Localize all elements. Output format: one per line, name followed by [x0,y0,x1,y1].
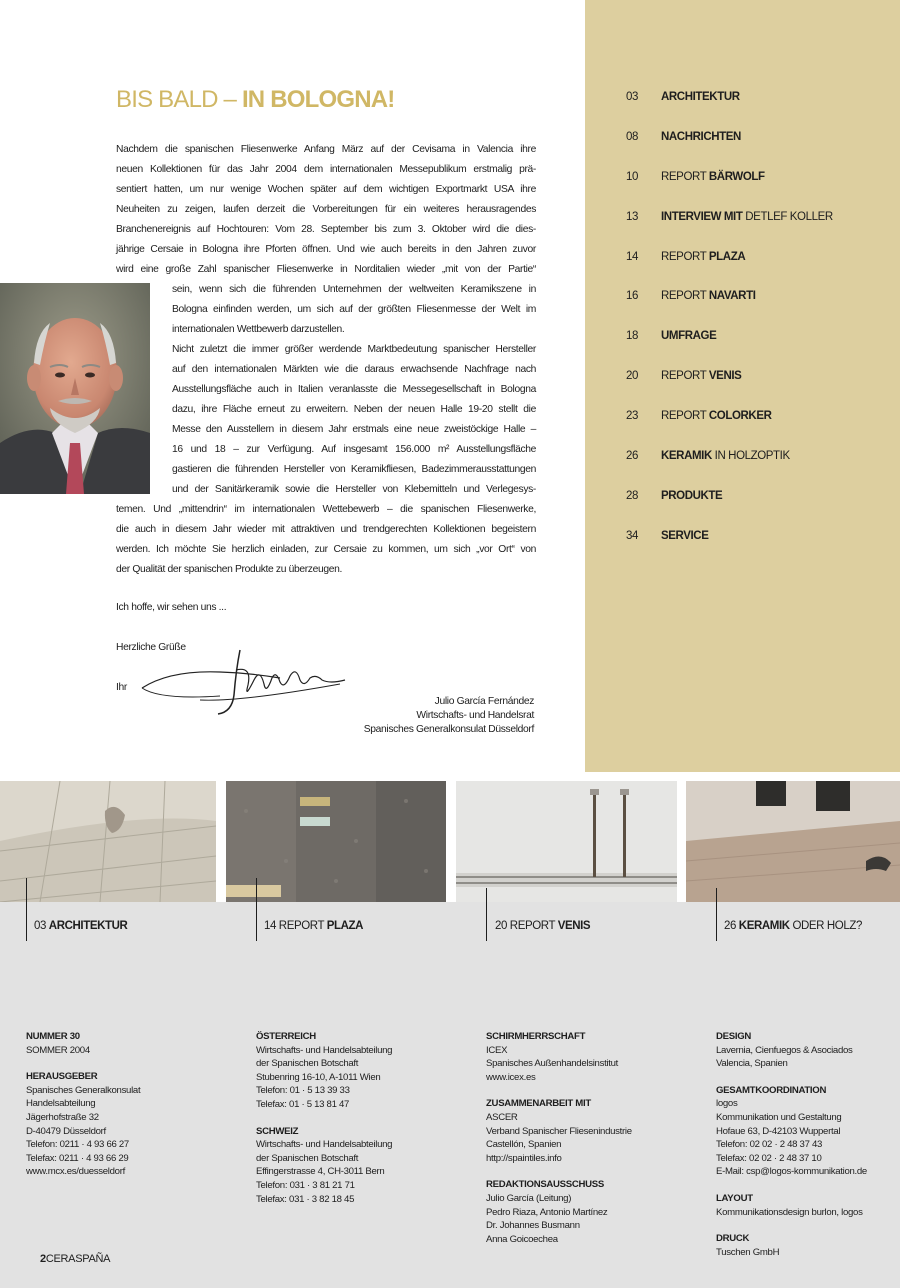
signer-block [364,695,534,737]
imprint-column-offices [256,1030,392,1206]
imprint-line: Telefax: 0211 · 4 93 66 29 [26,1152,129,1164]
section-gap [486,1165,632,1178]
caption-plaza: 14 REPORT PLAZA [264,920,364,932]
toc-label-bold: NAVARTI [708,290,756,303]
imprint-line: der Spanischen Botschaft [256,1058,359,1070]
imprint-line: Spanisches Generalkonsulat [26,1084,141,1096]
imprint-line: SOMMER 2004 [26,1044,90,1056]
imprint-line: www.icex.es [486,1071,536,1083]
imprint-line: Telefax: 031 · 3 82 18 45 [256,1193,355,1205]
imprint-line: ICEX [486,1044,508,1056]
article-line: neuen Kollektionen für das Jahr 2004 dem internationalen Messepublikum erstmalig prä- [116,164,536,175]
article-line: sein, wenn sich die führenden Unternehmen der weltweiten Keramikszene in [172,284,536,295]
toc-page-number: 18 [626,330,638,343]
toc-label [661,370,741,410]
imprint-line: Lavernia, Cienfuegos & Asociados [716,1044,853,1056]
article-line: werden. Ich möchte Sie herzlich einladen, zur Cersaie zu kommen, um sich „vor Ort“ von [116,544,536,555]
toc-item [626,251,886,291]
article-line: dazu, ihre Fläche erneut zu erweitern. Neben der neuen Halle 19-20 stellt die [172,404,536,415]
greeting-ihr: Ihr [116,682,127,693]
toc-page-number: 16 [626,290,638,303]
imprint-line: Telefax: 01 · 5 13 81 47 [256,1098,350,1110]
section-gap [716,1179,867,1192]
magazine-name: CERASPAÑA [45,1253,111,1265]
page-number: 2 [40,1253,46,1265]
imprint-line: Kommunikation und Gestaltung [716,1111,842,1123]
toc-label-bold: UMFRAGE [661,330,717,343]
article-line: Bologna einfinden werden, um sich auf der größten Fliesenmesse der Welt im [172,304,536,315]
imprint-line: Hofaue 63, D-42103 Wuppertal [716,1125,841,1137]
imprint-line: http://spaintiles.info [486,1152,562,1164]
toc-item [626,370,886,410]
caption-architektur: 03 ARCHITEKTUR [34,920,128,932]
article-conclusion [116,500,536,580]
imprint-line: Stubenring 16-10, A-1011 Wien [256,1071,381,1083]
toc-label-post: IN HOLZOPTIK [711,450,790,463]
toc-label-pre: REPORT [661,170,709,183]
imprint-line: Valencia, Spanien [716,1058,788,1070]
imprint-column-publisher [26,1030,140,1179]
imprint-line: Pedro Riaza, Antonio Martínez [486,1206,608,1218]
imprint-line: Spanisches Außenhandelsinstitut [486,1058,619,1070]
toc-label [661,131,741,171]
toc-page-number: 23 [626,410,638,423]
signer-office: Spanisches Generalkonsulat Düsseldorf [363,724,534,735]
article-line: Ausstellungsfläche auch in Italien veranlasste die Messegesellschaft in Bologna [172,384,536,395]
imprint-heading: LAYOUT [716,1192,753,1204]
toc-page-number: 28 [626,489,638,502]
photo-plaza [226,781,446,902]
toc-page-number: 34 [626,529,638,542]
article-line: Nachdem die spanischen Fliesenwerke Anfang März auf der Cevisama in Valencia ihre [116,144,536,155]
article-line: Neuheiten zu zeigen, laufen derzeit die Vorbereitungen für ein weiteres herausragendes [116,204,536,215]
imprint-line: Telefon: 0211 · 4 93 66 27 [26,1139,129,1151]
toc-label [661,450,790,490]
caption-tick [486,888,487,941]
toc-label-pre: REPORT [661,250,709,263]
closing-line: Ich hoffe, wir sehen uns ... [116,602,227,613]
toc-label-bold: COLORKER [708,410,772,423]
article-line: temen. Und „mittendrin“ im internationalen Wettebewerb – die spanischen Fliesenwerke, [116,504,536,515]
photo-architektur [0,781,216,902]
imprint-line: der Spanischen Botschaft [256,1152,359,1164]
imprint-line: D-40479 Düsseldorf [26,1125,106,1137]
imprint-heading: ÖSTERREICH [256,1031,316,1042]
photo-venis [456,781,677,902]
section-gap [256,1112,392,1125]
article-line: der Qualität der spanischen Produkte zu überzeugen. [116,564,342,575]
signer-role: Wirtschafts- und Handelsrat [416,710,534,721]
toc-page-number: 13 [626,210,638,223]
author-portrait [0,283,150,494]
article-line: gastieren die führenden Hersteller von Keramikfliesen, Badezimmerausstattungen [172,464,536,475]
toc-label-bold: INTERVIEW MIT [661,210,743,223]
imprint-heading: REDAKTIONSAUSSCHUSS [486,1179,604,1191]
toc-label-bold: ARCHITEKTUR [661,91,740,103]
imprint-line: Wirtschafts- und Handelsabteilung [256,1139,393,1151]
article-line: Branchenereignis auf Hochtouren: Vom 28. September bis zum 3. Oktober wird die dies- [116,224,536,235]
imprint-heading: DESIGN [716,1031,751,1042]
toc-label-bold: SERVICE [661,529,709,542]
toc-label [661,251,745,291]
toc-label [661,290,756,330]
imprint-line: E-Mail: csp@logos-kommunikation.de [716,1166,867,1178]
photo-keramik [686,781,900,902]
section-gap [716,1219,867,1232]
toc-label-bold: KERAMIK [661,450,712,463]
toc-label-pre: REPORT [661,290,709,303]
imprint-line: Anna Goicoechea [486,1233,558,1245]
imprint-line: Julio García (Leitung) [486,1192,572,1204]
imprint-line: www.mcx.es/duesseldorf [26,1166,125,1178]
section-gap [26,1057,140,1070]
toc-item [626,530,886,570]
imprint-line: Wirtschafts- und Handelsabteilung [256,1044,393,1056]
toc-label [661,171,765,211]
imprint-line: Castellón, Spanien [486,1139,562,1151]
imprint-line: Telefon: 031 · 3 81 21 71 [256,1179,355,1191]
toc-label-bold: BÄRWOLF [708,170,765,183]
article-line: auf den internationalen Märkten wie die daraus erwachsende Nachfrage nach [172,364,536,375]
imprint-line: Telefax: 02 02 · 2 48 37 10 [716,1152,822,1164]
page-title: BIS BALD – IN BOLOGNA! [116,86,395,113]
article-wrapped-text [172,280,536,500]
toc-label [661,410,772,450]
toc-page-number: 20 [626,370,638,383]
imprint-line: Verband Spanischer Fliesenindustrie [486,1125,632,1137]
toc-label [661,211,833,251]
article-line: wird eine große Zahl spanischer Fliesenwerke in Norditalien wieder „mit von der Partie“ [116,264,536,275]
toc-label-post: DETLEF KOLLER [742,210,833,223]
toc-item [626,131,886,171]
imprint-heading: SCHIRMHERRSCHAFT [486,1031,586,1042]
article-line: die auch in diesem Jahr wieder mit attraktiven und trendgerechten Kollektionen begeistern [116,524,536,535]
imprint-heading: ZUSAMMENARBEIT MIT [486,1098,591,1110]
imprint-line: Telefon: 02 02 · 2 48 37 43 [716,1139,823,1151]
article-line: jährige Cersaie in Bologna ihre Pforten öffnen. Und wie auch bereits in den Jahren zuvor [116,244,536,255]
imprint-heading: NUMMER 30 [26,1031,80,1042]
toc-page-number: 26 [626,450,638,463]
imprint-line: Dr. Johannes Busmann [486,1220,580,1232]
signer-name: Julio García Fernández [434,696,534,707]
toc-page-number: 08 [626,130,638,143]
toc-label-bold: VENIS [708,370,742,383]
toc-item [626,91,886,131]
imprint-line: ASCER [486,1111,518,1123]
article-line: Messe den Ausstellern in diesem Jahr erstmals eine neue zweistöckige Halle – [172,424,536,435]
toc-page-number: 03 [626,91,638,103]
imprint-heading: HERAUSGEBER [26,1071,98,1083]
imprint-column-production [716,1030,867,1259]
toc-item [626,171,886,211]
greeting: Herzliche Grüße [116,642,186,653]
toc-label-bold: PLAZA [708,250,746,263]
table-of-contents [626,91,886,570]
imprint-heading: GESAMTKOORDINATION [716,1084,827,1096]
toc-item [626,450,886,490]
caption-keramik: 26 KERAMIK ODER HOLZ? [724,920,862,932]
caption-venis: 20 REPORT VENIS [495,920,591,932]
imprint-line: Handelsabteilung [26,1098,96,1110]
toc-label-pre: REPORT [661,410,709,423]
toc-label [661,490,722,530]
article-line: sentiert hatten, um nur wenige Wochen später auf dem wichtigen Exportmarkt USA ihre [116,184,536,195]
imprint-line: Effingerstrasse 4, CH-3011 Bern [256,1166,385,1178]
toc-page-number: 14 [626,250,638,263]
imprint-heading: SCHWEIZ [256,1125,299,1137]
caption-tick [716,888,717,941]
toc-label-bold: NACHRICHTEN [661,130,741,143]
toc-item [626,490,886,530]
section-gap [486,1084,632,1097]
toc-item [626,290,886,330]
imprint-line: Tuschen GmbH [716,1246,780,1258]
toc-label-bold: PRODUKTE [661,489,723,502]
caption-tick [26,878,27,941]
imprint-line: Kommunikationsdesign burlon, logos [716,1206,863,1218]
article-intro [116,140,536,280]
toc-label [661,530,708,570]
handwritten-signature [140,640,350,720]
toc-label [661,91,740,131]
article-line: Nicht zuletzt die immer größer werdende Marktbedeutung spanischer Hersteller [172,344,536,355]
article-line: 16 und 18 – zur Verfügung. Auf insgesamt 156.000 m² Ausstellungsfläche [172,444,536,455]
imprint-line: Jägerhofstraße 32 [26,1111,99,1123]
imprint-column-editorial [486,1030,632,1246]
caption-tick [256,878,257,941]
toc-page-number: 10 [626,170,638,183]
imprint-line: logos [716,1098,738,1110]
toc-label [661,330,716,370]
toc-item [626,330,886,370]
toc-item [626,410,886,450]
toc-label-pre: REPORT [661,370,709,383]
article-line: und der Sanitärkeramik sowie die Hersteller von Klebemitteln und Verlegesys- [172,484,536,495]
article-line: internationalen Wettbewerb darzustellen. [172,324,345,335]
toc-item [626,211,886,251]
imprint-line: Telefon: 01 · 5 13 39 33 [256,1085,350,1097]
section-gap [716,1071,867,1084]
imprint-heading: DRUCK [716,1233,750,1245]
page-footer [40,1253,110,1265]
